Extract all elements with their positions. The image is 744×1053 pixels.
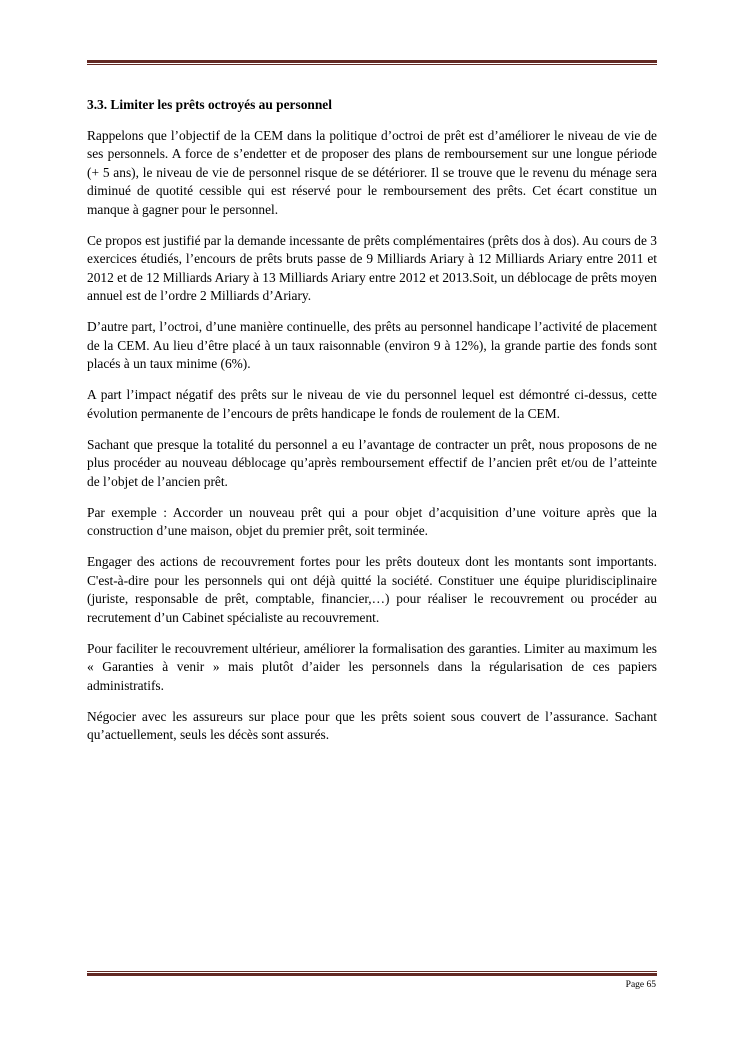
paragraph-3: D’autre part, l’octroi, d’une manière continuelle, des prêts au personnel handicape l’activité de placement de la CEM. Au lieu d’être placé à un taux raisonnable (environ 9 à 12%), la grande partie des fonds sont placés à un taux minime (6%). bbox=[87, 319, 657, 371]
paragraph-8: Pour faciliter le recouvrement ultérieur, améliorer la formalisation des garanties. Limiter au maximum les « Garanties à venir » mais plutôt d’aider les personnels dans la régularisation de ces papiers administratifs. bbox=[87, 640, 657, 693]
paragraph-2: Ce propos est justifié par la demande incessante de prêts complémentaires (prêts dos à dos). Au cours de 3 exercices étudiés, l’encours de prêts bruts passe de 9 Milliards Ariary à 12 Milliards Ariary entre 2011 et 2012 et de 12 Milliards Ariary à 13 Milliards Ariary entre 2012 et 2013.Soit, un déblocage de prêts moyen annuel est de l’ordre 2 Milliards d’Ariary. bbox=[87, 232, 657, 303]
footer-rule bbox=[87, 971, 657, 976]
paragraph-7: Engager des actions de recouvrement fortes pour les prêts douteux dont les montants sont importants. C'est-à-dire pour les personnels qui ont déjà quitté la société. Constituer une équipe pluridisciplinaire (juriste, responsable de prêt, comptable, financier,…) pour réaliser le recouvrement ou procéder au recrutement d’un Cabinet spécialiste au recouvrement. bbox=[87, 554, 657, 625]
section-heading: 3.3. Limiter les prêts octroyés au personnel bbox=[87, 97, 332, 112]
paragraph-9: Négocier avec les assureurs sur place pour que les prêts soient sous couvert de l’assurance. Sachant qu’actuellement, seuls les décès sont assurés. bbox=[87, 708, 657, 742]
paragraph-4: A part l’impact négatif des prêts sur le niveau de vie du personnel lequel est démontré ci-dessus, cette évolution permanente de l’encours de prêts handicape le fonds de roulement de la CEM. bbox=[87, 387, 657, 421]
page-number: Page 65 bbox=[625, 980, 656, 990]
paragraph-5: Sachant que presque la totalité du personnel a eu l’avantage de contracter un prêt, nous proposons de ne plus procéder au nouveau déblocage qu’après remboursement effectif de l’ancien prêt et/ou de l’atteinte de l’objet de l’ancien prêt. bbox=[87, 436, 657, 489]
paragraph-6: Par exemple : Accorder un nouveau prêt qui a pour objet d’acquisition d’une voiture après que la construction d’une maison, objet du premier prêt, soit terminée. bbox=[87, 504, 657, 538]
document-body bbox=[87, 96, 657, 757]
paragraph-1: Rappelons que l’objectif de la CEM dans la politique d’octroi de prêt est d’améliorer le niveau de vie de ses personnels. A force de s’endetter et de proposer des plans de remboursement sur une longue période (+ 5 ans), le niveau de vie de personnel risque de se détériorer. Il se trouve que le revenu du ménage sera diminué de quotité cessible qui est réservé pour le remboursement des prêts. Cet écart constitue un manque à gagner pour le personnel. bbox=[87, 127, 657, 217]
header-rule bbox=[87, 60, 657, 65]
